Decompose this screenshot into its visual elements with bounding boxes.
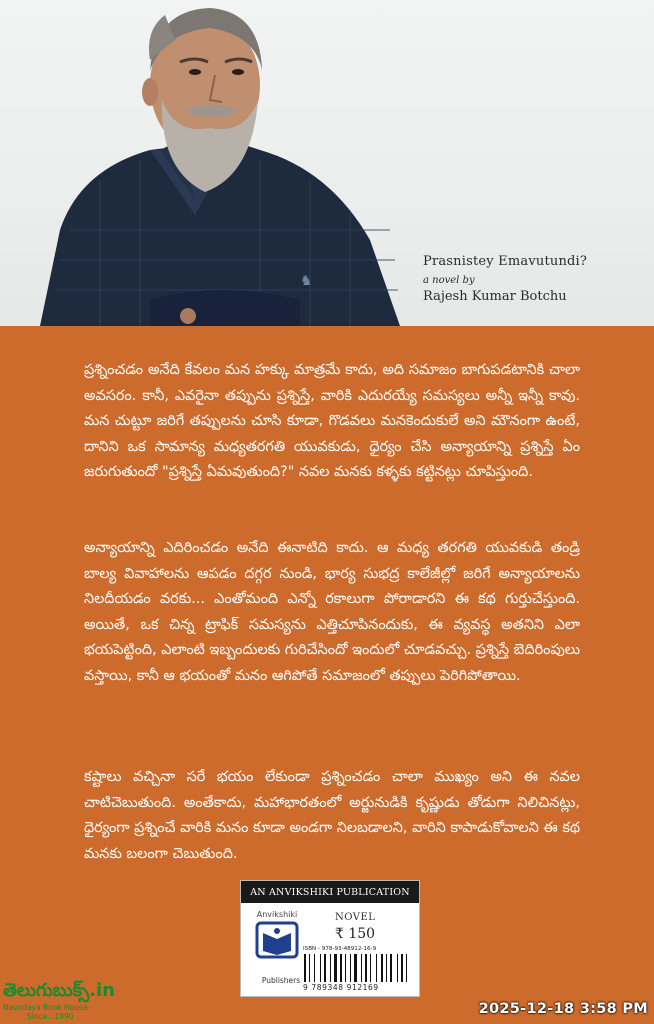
barcode-icon [303, 954, 411, 982]
svg-text:♞: ♞ [300, 273, 313, 289]
book-logo-icon [251, 919, 303, 963]
blurb-paragraph-1: ప్రశ్నించడం అనేది కేవలం మన హక్కు మాత్రమే కాదు, అది సమాజం బాగుపడటానికి చాలా అవసరం. కానీ, ఎవరైనా తప్పును ప్రశ్నిస్తే, వారికి ఎదురయ్యే సమస్యలు అన్నీ ఇన్నీ కావు. మన చుట్టూ జరిగే తప్పులను చూసి కూడా, గొడవలు మనకెందుకులే అని మౌనంగా ఉంటే, దానిని ఒక సామాన్య మధ్యతరగతి యువకుడు, ధైర్యం చేసి అన్యాయాన్ని ప్రశ్నిస్తే ఏం జరుగుతుందో "ప్రశ్నిస్తే ఏమవుతుంది?" నవల మనకు కళ్ళకు కట్టినట్లు చూపిస్తుంది. [84, 362, 580, 481]
publisher-name: Publishers [261, 976, 301, 985]
watermark-site: తెలుగుబుక్స్.in [3, 980, 115, 1001]
publisher-logo [251, 910, 303, 990]
blurb-paragraph-2: అన్యాయాన్ని ఎదిరించడం అనేది ఈనాటిది కాదు. ఆ మధ్య తరగతి యువకుడి తండ్రి బాల్య వివాహాలను ఆపడం దగ్గర నుండి, భార్య సుభద్ర కాలేజీల్లో జరిగే అన్యాయాలను నిలదీయడం వరకు... ఎంతోమంది ఎన్నో రకాలుగా పోరాడారని ఈ కథ గుర్తుచేస్తుంది. అయితే, ఒక చిన్న ట్రాఫిక్ సమస్యను ఎత్తిచూపినందుకు, ఈ వ్యవస్థ అతనిని ఎలా భయపెట్టింది, ఎలాంటి ఇబ్బందులకు గురిచేసిందో ఇందులో చూడవచ్చు. ప్రశ్నిస్తే బెదిరింపులు వస్తాయి, కానీ ఆ భయంతో మనం ఆగిపోతే సమాజంలో తప్పులు పెరిగిపోతాయి. [84, 540, 580, 684]
blurb-paragraph-3: కష్టాలు వచ్చినా సరే భయం లేకుండా ప్రశ్నించడం చాలా ముఖ్యం అని ఈ నవల చాటిచెబుతుంది. అంతేకాదు, మహాభారతంలో అర్జునుడికి కృష్ణుడు తోడుగా నిలిచినట్లు, ధైర్యంగా ప్రశ్నించే వారికి మనం కూడా అండగా నిలబడాలని, వారిని కాపాడుకోవాలని ఈ కథ మనకు బలంగా చెబుతుంది. [84, 769, 580, 862]
watermark-logo [3, 980, 115, 1021]
novel-by-label: a novel by [423, 275, 475, 286]
book-title-english: Prasnistey Emavutundi? [423, 254, 588, 269]
publication-band: AN ANVIKSHIKI PUBLICATION [241, 881, 419, 903]
publisher-label [240, 880, 420, 997]
barcode-number: 9 789348 912169 [303, 983, 379, 992]
photo-timestamp: 2025-12-18 3:58 PM [478, 1001, 648, 1017]
publisher-brand: Anvikshiki [256, 910, 298, 919]
genre-label: NOVEL [335, 912, 376, 923]
watermark-since: Since...1990 [27, 1012, 74, 1021]
price: ₹ 150 [335, 926, 376, 942]
watermark-shop: Navodaya Book House [3, 1003, 88, 1012]
cover-caption [423, 254, 587, 304]
author-name: Rajesh Kumar Botchu [423, 289, 567, 304]
isbn: ISBN - 978-93-48912-16-9 [303, 946, 377, 952]
